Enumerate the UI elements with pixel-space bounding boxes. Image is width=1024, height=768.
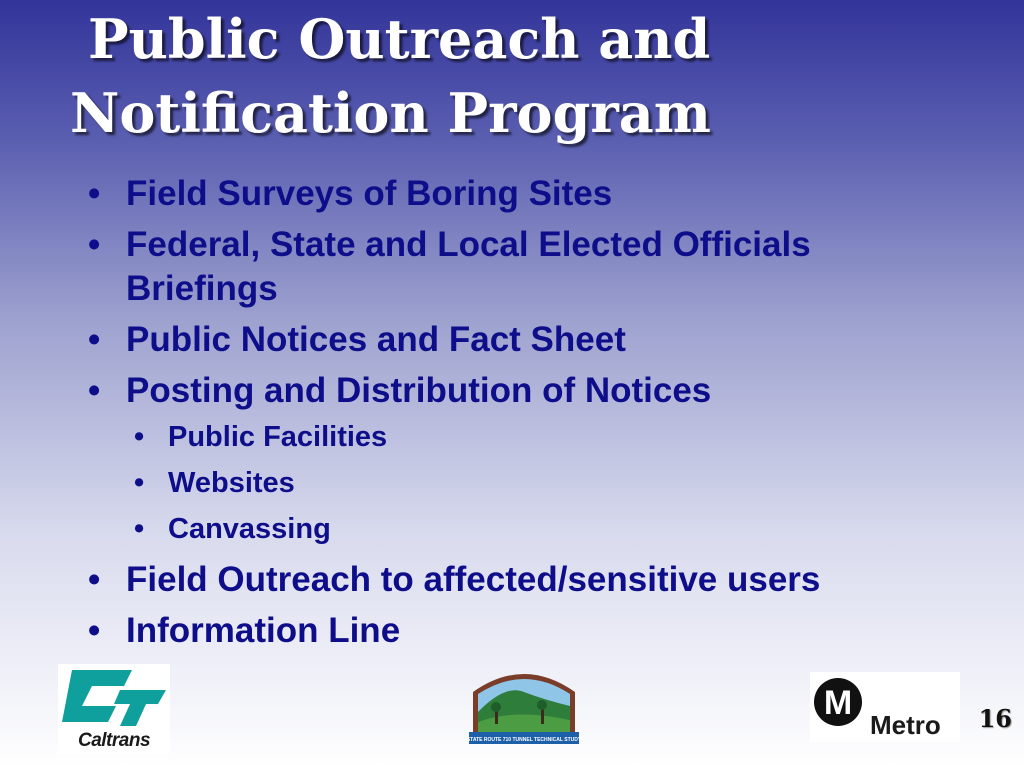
metro-logo (810, 672, 960, 742)
tunnel-study-emblem-icon (465, 662, 583, 748)
bullet-marker: • (88, 560, 101, 599)
bullet-marker: • (88, 371, 101, 410)
bullet-item (88, 318, 948, 362)
bullet-text: Field Surveys of Boring Sites (126, 174, 613, 213)
tunnel-study-logo (465, 662, 583, 748)
sub-bullet-text: Public Facilities (168, 421, 388, 453)
metro-wordmark: Metro (870, 710, 941, 740)
sub-bullet-marker: • (134, 421, 145, 453)
bullet-text: Public Notices and Fact Sheet (126, 320, 626, 359)
bullet-text: Field Outreach to affected/sensitive users (126, 560, 821, 599)
bullet-text: Federal, State and Local Elected Officials Briefings (126, 225, 811, 308)
sub-bullet-marker: • (134, 467, 145, 499)
sub-bullet-text: Canvassing (168, 513, 331, 545)
sub-bullet-list (126, 415, 948, 551)
caltrans-wordmark: Caltrans (77, 730, 151, 751)
metro-m-icon (812, 676, 868, 732)
sub-bullet-item (134, 507, 948, 551)
bullet-marker: • (88, 225, 101, 264)
sub-bullet-marker: • (134, 513, 145, 545)
bullet-text: Posting and Distribution of Notices (126, 371, 712, 410)
metro-mark-letter: M (823, 684, 853, 722)
caltrans-logo (58, 664, 170, 754)
tunnel-study-banner: STATE ROUTE 710 TUNNEL TECHNICAL STUDY (466, 737, 582, 743)
slide-title-line-2: Notification Program (70, 81, 711, 145)
bullet-marker: • (88, 174, 101, 213)
sub-bullet-item (134, 461, 948, 505)
page-number: 16 (978, 704, 1012, 733)
bullet-item (88, 609, 948, 653)
slide-title (70, 2, 970, 150)
bullet-marker: • (88, 320, 101, 359)
bullet-list (88, 172, 948, 660)
sub-bullet-text: Websites (168, 467, 295, 499)
bullet-item (88, 369, 948, 551)
caltrans-mark-icon (58, 664, 170, 734)
bullet-text: Information Line (126, 611, 401, 650)
sub-bullet-item (134, 415, 948, 459)
bullet-item (88, 172, 948, 216)
slide-title-line-1: Public Outreach and (88, 7, 711, 71)
bullet-item (88, 558, 948, 602)
bullet-marker: • (88, 611, 101, 650)
bullet-item (88, 223, 948, 311)
